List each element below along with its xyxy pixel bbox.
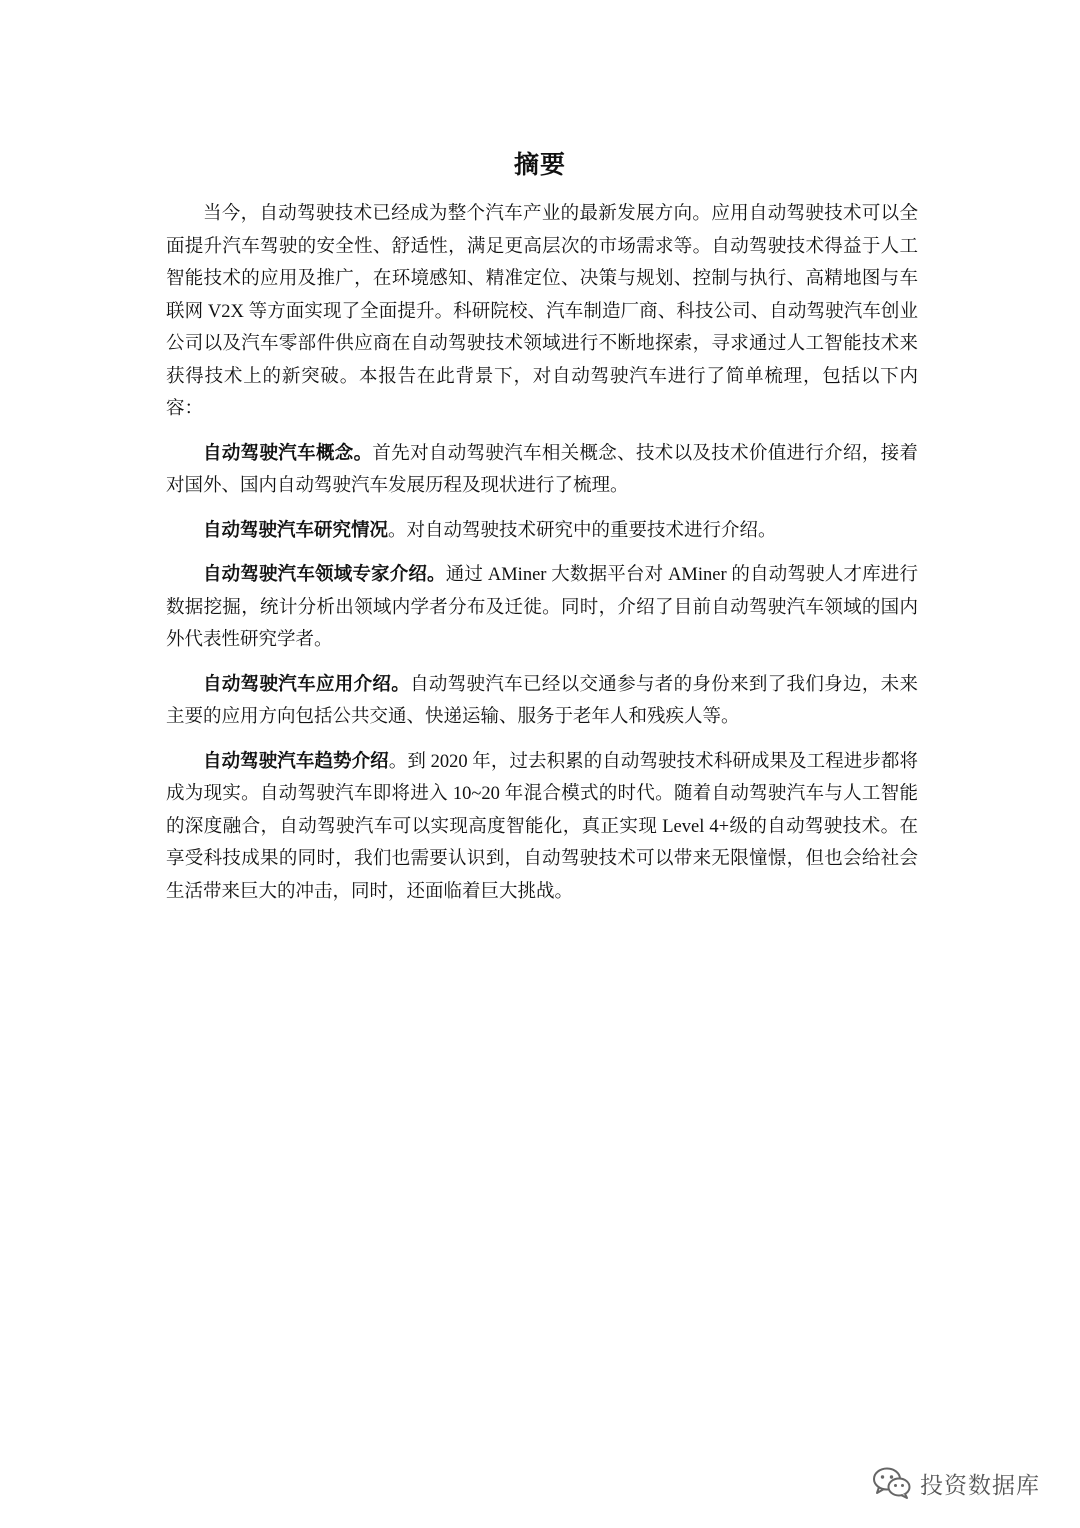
watermark-text: 投资数据库 xyxy=(920,1472,1040,1499)
watermark xyxy=(872,1466,1040,1500)
wechat-icon xyxy=(872,1466,912,1500)
section-text: 。到 2020 年，过去积累的自动驾驶技术科研成果及工程进步都将成为现实。自动驾驶汽车即将进入 10~20 年混合模式的时代。随着自动驾驶汽车与人工智能的深度融合，自动驾驶汽车可以实现高度智能化，真正实现 Level 4+级的自动驾驶技术。在享受科技成果的同时，我们也需要认识到，自动驾驶技术可以带来无限憧憬，但也会给社会生活带来巨大的冲击，同时，还面临着巨大挑战。 xyxy=(166,751,918,902)
section-experts xyxy=(166,559,918,657)
section-text: 自动驾驶汽车已经以交通参与者的身份来到了我们身边，未来主要的应用方向包括公共交通、快递运输、服务于老年人和残疾人等。 xyxy=(166,674,918,727)
intro-paragraph: 当今，自动驾驶技术已经成为整个汽车产业的最新发展方向。应用自动驾驶技术可以全面提升汽车驾驶的安全性、舒适性，满足更高层次的市场需求等。自动驾驶技术得益于人工智能技术的应用及推广，在环境感知、精准定位、决策与规划、控制与执行、高精地图与车联网 V2X 等方面实现了全面提升。科研院校、汽车制造厂商、科技公司、自动驾驶汽车创业公司以及汽车零部件供应商在自动驾驶技术领域进行不断地探索，寻求通过人工智能技术来获得技术上的新突破。本报告在此背景下，对自动驾驶汽车进行了简单梳理，包括以下内容： xyxy=(166,204,918,419)
section-trends xyxy=(166,746,918,909)
section-heading: 自动驾驶汽车领域专家介绍。 xyxy=(203,564,446,585)
section-text: 通过 AMiner 大数据平台对 AMiner 的自动驾驶人才库进行数据挖掘，统计分析出领域内学者分布及迁徙。同时，介绍了目前自动驾驶汽车领域的国内外代表性研究学者。 xyxy=(166,565,918,650)
section-heading: 自动驾驶汽车概念。 xyxy=(203,442,373,464)
section-heading: 自动驾驶汽车研究情况 xyxy=(203,519,389,541)
document-body xyxy=(166,198,918,920)
section-research xyxy=(166,515,918,548)
section-heading: 自动驾驶汽车应用介绍。 xyxy=(203,673,411,695)
section-text: 首先对自动驾驶汽车相关概念、技术以及技术价值进行介绍，接着对国外、国内自动驾驶汽车发展历程及现状进行了梳理。 xyxy=(166,443,918,496)
section-concept xyxy=(166,438,918,503)
section-heading: 自动驾驶汽车趋势介绍 xyxy=(203,750,389,772)
page-title: 摘要 xyxy=(513,150,566,179)
section-applications xyxy=(166,669,918,734)
section-text: 。对自动驾驶技术研究中的重要技术进行介绍。 xyxy=(388,520,777,541)
